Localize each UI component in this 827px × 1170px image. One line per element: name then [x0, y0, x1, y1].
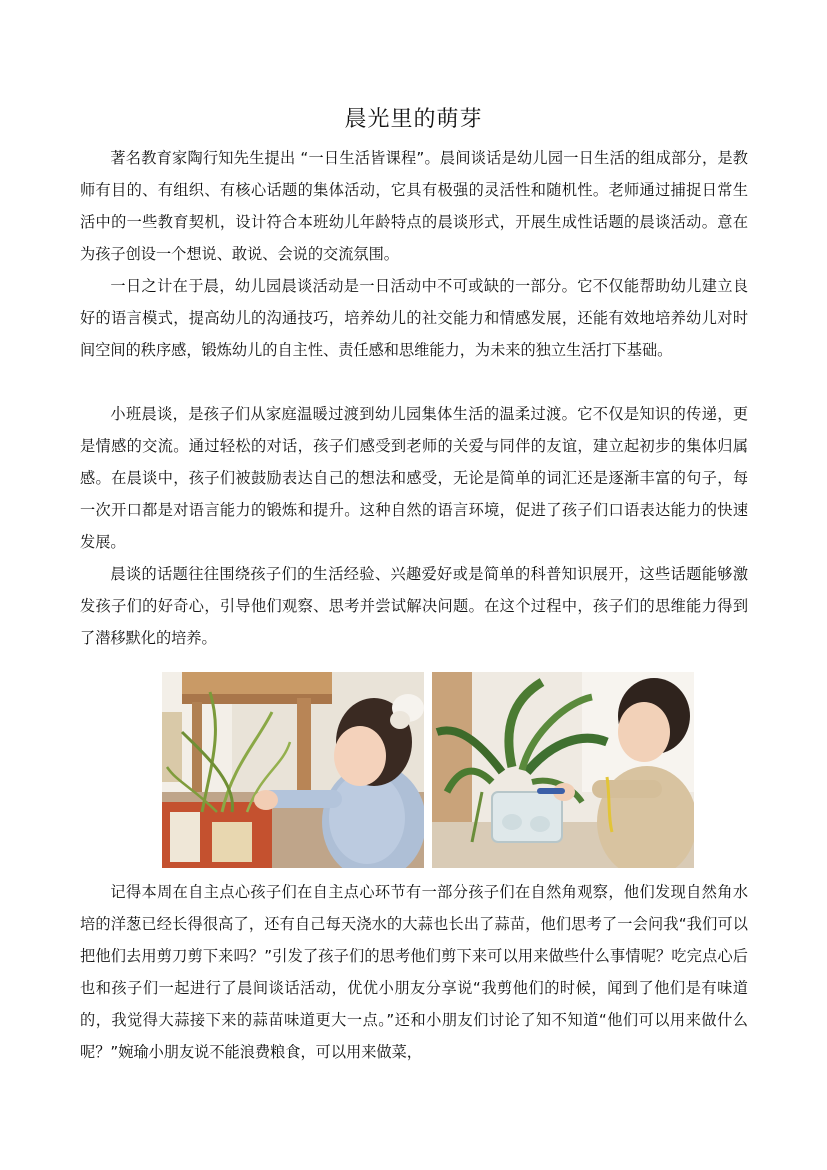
girl-cutting-plants-photo: [162, 672, 424, 868]
boy-watering-plants-photo: [432, 672, 694, 868]
paragraph-2: 一日之计在于晨，幼儿园晨谈活动是一日活动中不可或缺的一部分。它不仅能帮助幼儿建立良好的语言模式，提高幼儿的沟通技巧，培养幼儿的社交能力和情感发展，还能有效地培养幼儿对时间空间的秩序感，锻炼幼儿的自主性、责任感和思维能力，为未来的独立生活打下基础。: [80, 277, 748, 359]
paragraph-3: 小班晨谈，是孩子们从家庭温暖过渡到幼儿园集体生活的温柔过渡。它不仅是知识的传递，更是情感的交流。通过轻松的对话，孩子们感受到老师的关爱与同伴的友谊，建立起初步的集体归属感。在晨谈中，孩子们被鼓励表达自己的想法和感受，无论是简单的词汇还是逐渐丰富的句子，每一次开口都是对语言能力的锻炼和提升。这种自然的语言环境，促进了孩子们口语表达能力的快速发展。: [80, 405, 748, 551]
paragraph-4: 晨谈的话题往往围绕孩子们的生活经验、兴趣爱好或是简单的科普知识展开，这些话题能够激发孩子们的好奇心，引导他们观察、思考并尝试解决问题。在这个过程中，孩子们的思维能力得到了潜移默化的培养。: [80, 565, 748, 647]
paragraph-1: 著名教育家陶行知先生提出 “一日生活皆课程”。晨间谈话是幼儿园一日生活的组成部分，是教师有目的、有组织、有核心话题的集体活动，它具有极强的灵活性和随机性。老师通过捕捉日常生活中的一些教育契机，设计符合本班幼儿年龄特点的晨谈形式，开展生成性话题的晨谈活动。意在为孩子创设一个想说、敢说、会说的交流氛围。: [80, 149, 748, 263]
paragraph-5: 记得本周在自主点心孩子们在自主点心环节有一部分孩子们在自然角观察，他们发现自然角水培的洋葱已经长得很高了，还有自己每天浇水的大蒜也长出了蒜苗，他们思考了一会问我“我们可以把他们去用剪刀剪下来吗？”引发了孩子们的思考他们剪下来可以用来做些什么事情呢？吃完点心后也和孩子们一起进行了晨间谈话活动，优优小朋友分享说“我剪他们的时候，闻到了他们是有味道的，我觉得大蒜接下来的蒜苗味道更大一点。”还和小朋友们讨论了知不知道“他们可以用来做什么呢？”婉瑜小朋友说不能浪费粮食，可以用来做菜，: [80, 883, 748, 1061]
document-title: 晨光里的萌芽: [344, 107, 483, 132]
